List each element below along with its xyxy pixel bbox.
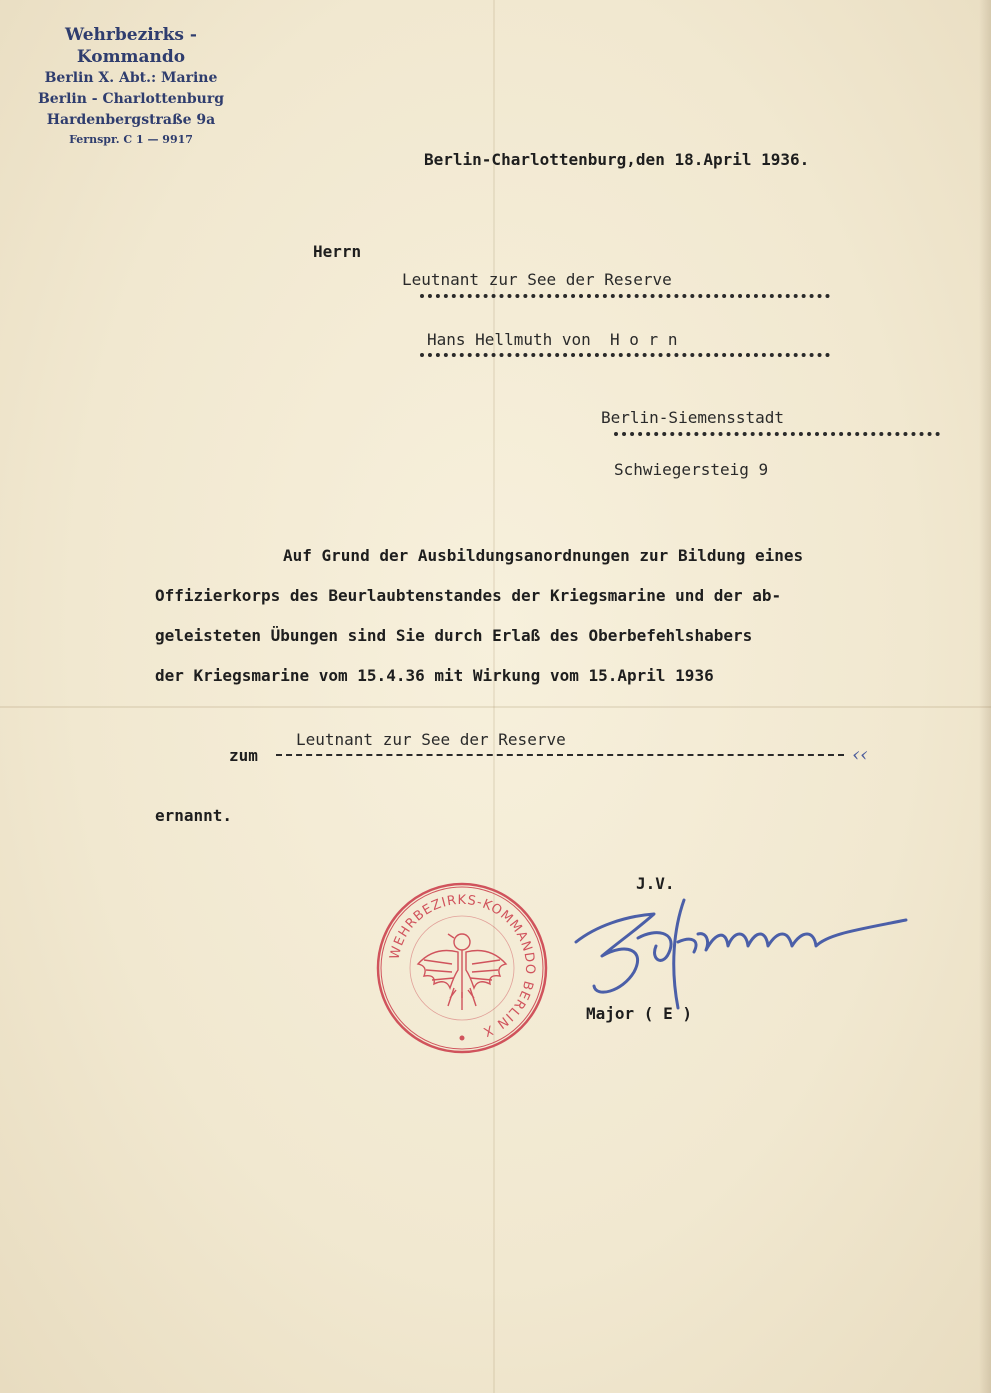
letterhead-stamp	[16, 24, 246, 149]
dotted-line	[614, 432, 940, 436]
salutation: Herrn	[313, 242, 362, 261]
addressee-name: Hans Hellmuth von H o r n	[427, 330, 678, 349]
body-line-1: Auf Grund der Ausbildungsanordnungen zur Bildung eines	[283, 546, 804, 565]
paper-edge-shadow	[979, 0, 991, 1393]
eagle-emblem-icon	[418, 934, 506, 1010]
date-line: Berlin-Charlottenburg,den 18.April 1936.	[424, 150, 810, 169]
letterhead-line-2: Berlin X. Abt.: Marine	[44, 70, 218, 86]
appointment-prefix: zum	[229, 746, 258, 765]
deputy-mark: J.V.	[636, 874, 675, 893]
fold-line-horizontal	[0, 706, 991, 708]
handwritten-initial-mark: ‹‹	[852, 742, 868, 766]
addressee-city: Berlin-Siemensstadt	[601, 408, 785, 427]
signatory-title: Major ( E )	[586, 1004, 692, 1023]
appointment-rank: Leutnant zur See der Reserve	[296, 730, 566, 749]
dotted-line	[420, 294, 830, 298]
dashed-line	[276, 754, 844, 756]
letterhead-line-5: Fernspr. C 1 — 9917	[69, 133, 193, 146]
addressee-street: Schwiegersteig 9	[614, 460, 769, 479]
closing-word: ernannt.	[155, 806, 233, 825]
letterhead-line-4: Hardenbergstraße 9a	[46, 112, 216, 128]
seal-text: WEHRBEZIRKS-KOMMANDO BERLIN X	[387, 892, 538, 1040]
letterhead-line-3: Berlin - Charlottenburg	[37, 91, 225, 107]
addressee-rank: Leutnant zur See der Reserve	[402, 270, 672, 289]
body-line-3: geleisteten Übungen sind Sie durch Erlaß des Oberbefehlshabers	[155, 626, 753, 645]
official-seal-stamp	[374, 880, 550, 1056]
dotted-line	[420, 353, 830, 357]
body-paragraph	[155, 536, 955, 696]
body-line-4: der Kriegsmarine vom 15.4.36 mit Wirkung vom 15.April 1936	[155, 666, 714, 685]
handwritten-signature	[566, 880, 916, 1010]
letterhead-line-1: Wehrbezirks - Kommando	[65, 25, 197, 67]
body-line-2: Offizierkorps des Beurlaubtenstandes der Kriegsmarine und der ab-	[155, 586, 782, 605]
fold-line-vertical	[493, 0, 495, 1393]
